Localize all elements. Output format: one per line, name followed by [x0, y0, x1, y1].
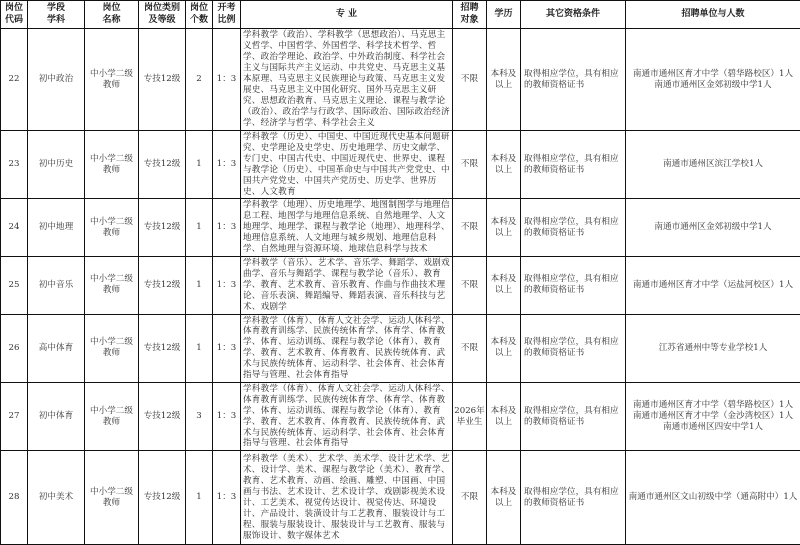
- cell-category: 专技12级: [139, 29, 186, 131]
- cell-subject: 初中政治: [28, 29, 85, 131]
- cell-position: 中小学二级教师: [85, 382, 139, 450]
- cell-position: 中小学二级教师: [85, 199, 139, 257]
- unit-line: 南通市通州区育才中学（运盐河校区）1人: [627, 280, 799, 291]
- cell-units: [626, 29, 800, 131]
- cell-subject: 初中美术: [28, 451, 85, 545]
- unit-line: 南通市通州区金郊初级中学1人: [627, 80, 799, 91]
- cell-ratio: 1：3: [213, 29, 241, 131]
- header-category: 岗位类别 及等级: [139, 1, 186, 29]
- cell-target: 不限: [453, 131, 487, 199]
- cell-code: 26: [1, 314, 28, 382]
- cell-education: 本科及以上: [487, 256, 521, 314]
- cell-category: 专技12级: [139, 382, 186, 450]
- cell-target: 不限: [453, 314, 487, 382]
- cell-code: 24: [1, 199, 28, 257]
- cell-category: 专技12级: [139, 314, 186, 382]
- cell-count: 1: [186, 314, 213, 382]
- table-row: [1, 256, 800, 314]
- cell-code: 22: [1, 29, 28, 131]
- unit-line: 南通市通州区育才中学（碧华路校区）1人: [627, 69, 799, 80]
- header-row: [1, 1, 800, 29]
- table-row: [1, 382, 800, 450]
- cell-target: 2026年毕业生: [453, 382, 487, 450]
- cell-other: 取得相应学位，具有相应的教师资格证书: [521, 451, 626, 545]
- unit-line: 江苏省通州中等专业学校1人: [627, 343, 799, 354]
- cell-ratio: 1：3: [213, 131, 241, 199]
- cell-ratio: 1：3: [213, 382, 241, 450]
- cell-count: 2: [186, 29, 213, 131]
- cell-count: 1: [186, 199, 213, 257]
- cell-major: 学科教学（体育）、体育人文社会学、运动人体科学、体育教育训练学、民族传统体育学、体育学、体育教学、体育、运动训练、课程与教学论（体育）、教育学、教育、艺术教育、体育教育、民族传统体育、武术与民族传统体育、运动科学、社会体育、社会体育指导与管理、社会体育指导: [241, 382, 453, 450]
- cell-code: 27: [1, 382, 28, 450]
- cell-position: 中小学二级教师: [85, 256, 139, 314]
- cell-position: 中小学二级教师: [85, 314, 139, 382]
- cell-other: 取得相应学位，具有相应的教师资格证书: [521, 199, 626, 257]
- unit-line: 南通市通州区育才中学（金沙湾校区）1人: [627, 411, 799, 422]
- cell-count: 3: [186, 382, 213, 450]
- header-ratio: 开考 比例: [213, 1, 241, 29]
- table-row: [1, 131, 800, 199]
- cell-target: 不限: [453, 199, 487, 257]
- cell-units: [626, 131, 800, 199]
- cell-subject: 初中历史: [28, 131, 85, 199]
- cell-position: 中小学二级教师: [85, 29, 139, 131]
- cell-major: 学科教学（地理）、历史地理学、地图制图学与地理信息工程、地图学与地理信息系统、自然地理学、人文地理学、地理学、课程与教学论（地理）、地理科学、地理信息系统、人文地理与城乡规划、地理信息科学、自然地理与资源环境、地球信息科学与技术: [241, 199, 453, 257]
- table-row: [1, 451, 800, 545]
- cell-other: 取得相应学位，具有相应的教师资格证书: [521, 314, 626, 382]
- unit-line: 南通市通州区文山初级中学（通高附中）1人: [627, 492, 799, 503]
- cell-subject: 初中地理: [28, 199, 85, 257]
- cell-ratio: 1：3: [213, 256, 241, 314]
- cell-position: 中小学二级教师: [85, 451, 139, 545]
- cell-count: 1: [186, 256, 213, 314]
- cell-units: [626, 314, 800, 382]
- header-other: 其它资格条件: [521, 1, 626, 29]
- cell-ratio: 1：3: [213, 451, 241, 545]
- cell-major: 学科教学（美术）、艺术学、美术学、设计艺术学、艺术、设计学、美术、课程与教学论（美术）、教育学、教育、艺术教育、动画、绘画、雕塑、中国画、中国画与书法、艺术设计、艺术设计学、戏剧影视美术设计、工艺美术、视觉传达设计、视觉传达、环境设计、产品设计、装潢设计与工艺教育、服装设计与工程、服装与服装设计、服装设计与工艺教育、服装与服饰设计、数字媒体艺术: [241, 451, 453, 545]
- cell-subject: 高中体育: [28, 314, 85, 382]
- unit-line: 南通市通州区金郊初级中学1人: [627, 222, 799, 233]
- cell-major: 学科教学（体育）、体育人文社会学、运动人体科学、体育教育训练学、民族传统体育学、体育学、体育教学、体育、运动训练、课程与教学论（体育）、教育学、教育、艺术教育、体育教育、民族传统体育、武术与民族传统体育、运动科学、社会体育、社会体育指导与管理、社会体育指导: [241, 314, 453, 382]
- cell-ratio: 1：3: [213, 199, 241, 257]
- header-units: 招聘单位与人数: [626, 1, 800, 29]
- cell-education: 本科及以上: [487, 382, 521, 450]
- header-position: 岗位 名称: [85, 1, 139, 29]
- cell-category: 专技12级: [139, 199, 186, 257]
- cell-code: 28: [1, 451, 28, 545]
- cell-category: 专技12级: [139, 131, 186, 199]
- cell-other: 取得相应学位，具有相应的教师资格证书: [521, 29, 626, 131]
- cell-target: 不限: [453, 29, 487, 131]
- cell-education: 本科及以上: [487, 451, 521, 545]
- cell-units: [626, 199, 800, 257]
- cell-ratio: 1：3: [213, 314, 241, 382]
- cell-units: [626, 382, 800, 450]
- cell-code: 23: [1, 131, 28, 199]
- cell-category: 专技12级: [139, 256, 186, 314]
- table-row: [1, 314, 800, 382]
- unit-line: 南通市通州区育才中学（碧华路校区）1人: [627, 400, 799, 411]
- cell-education: 本科及以上: [487, 199, 521, 257]
- cell-major: 学科教学（政治）、学科教学（思想政治）、马克思主义哲学、中国哲学、外国哲学、科学技术哲学、哲学、政治学理论、政治学、中外政治制度、科学社会主义与国际共产主义运动、中共党史、马克思主义基本原理、马克思主义民族理论与政策、马克思主义发展史、马克思主义中国化研究、国外马克思主义研究、思想政治教育、马克思主义理论、课程与教学论（政治）、政治学与行政学、国际政治、国际政治经济学、经济学与哲学、科学社会主义: [241, 29, 453, 131]
- header-major: 专 业: [241, 1, 453, 29]
- table-row: [1, 29, 800, 131]
- cell-subject: 初中音乐: [28, 256, 85, 314]
- cell-other: 取得相应学位，具有相应的教师资格证书: [521, 131, 626, 199]
- cell-target: 不限: [453, 451, 487, 545]
- cell-other: 取得相应学位，具有相应的教师资格证书: [521, 256, 626, 314]
- table-row: [1, 199, 800, 257]
- cell-major: 学科教学（音乐）、艺术学、音乐学、舞蹈学、戏剧戏曲学、音乐与舞蹈学、课程与教学论（音乐）、教育学、教育、艺术教育、音乐教育、作曲与作曲技术理论、音乐表演、舞蹈编导、舞蹈表演、音乐科技与艺术、戏剧学: [241, 256, 453, 314]
- cell-units: [626, 451, 800, 545]
- cell-target: 不限: [453, 256, 487, 314]
- cell-major: 学科教学（历史）、中国史、中国近现代史基本问题研究、史学理论及史学史、历史地理学、历史文献学、专门史、中国古代史、中国近现代史、世界史、课程与教学论（历史）、中国革命史与中国共产党党史、中国共产党党史、中国共产党历史、历史学、世界历史、人文教育: [241, 131, 453, 199]
- unit-line: 南通市通州区四安中学1人: [627, 422, 799, 433]
- cell-education: 本科及以上: [487, 131, 521, 199]
- cell-category: 专技12级: [139, 451, 186, 545]
- cell-other: 取得相应学位，具有相应的教师资格证书: [521, 382, 626, 450]
- header-subject: 学段 学科: [28, 1, 85, 29]
- cell-education: 本科及以上: [487, 314, 521, 382]
- cell-education: 本科及以上: [487, 29, 521, 131]
- cell-subject: 初中体育: [28, 382, 85, 450]
- cell-code: 25: [1, 256, 28, 314]
- unit-line: 南通市通州区滨江学校1人: [627, 159, 799, 170]
- header-education: 学历: [487, 1, 521, 29]
- cell-count: 1: [186, 451, 213, 545]
- cell-count: 1: [186, 131, 213, 199]
- header-code: 岗位 代码: [1, 1, 28, 29]
- header-count: 岗位 个数: [186, 1, 213, 29]
- cell-units: [626, 256, 800, 314]
- cell-position: 中小学二级教师: [85, 131, 139, 199]
- header-target: 招聘 对象: [453, 1, 487, 29]
